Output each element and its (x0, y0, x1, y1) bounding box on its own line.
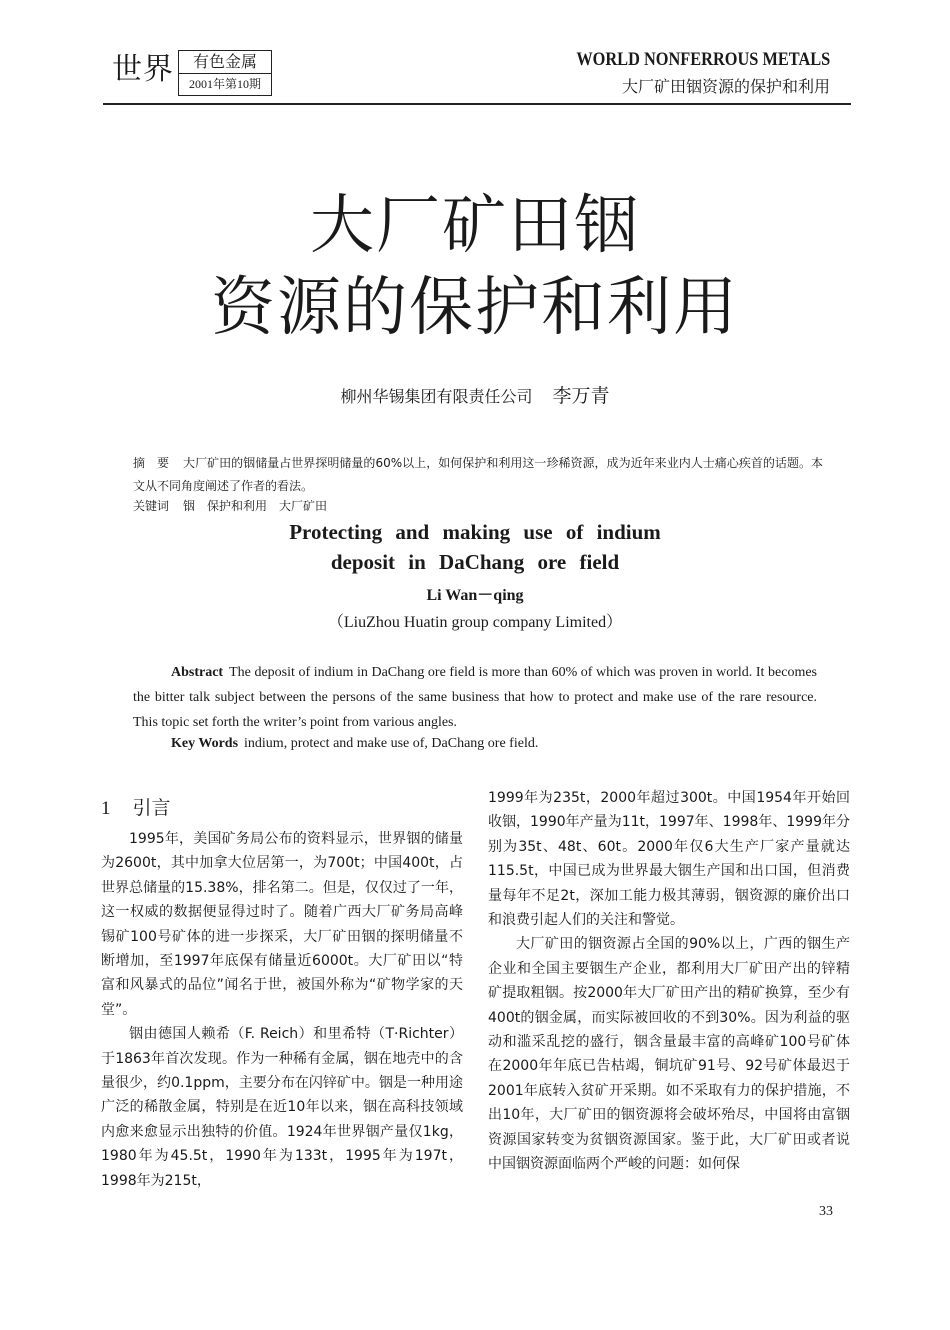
journal-issue: 2001年第10期 (188, 77, 261, 91)
abstract-en-label: Abstract (171, 665, 224, 680)
english-author: Li Wan－qing (426, 587, 524, 604)
abstract-cn-label: 摘 要 (133, 456, 170, 470)
paragraph: 大厂矿田的铟资源占全国的90%以上，广西的铟生产企业和全国主要铟生产企业，都利用大厂矿田产出的锌精矿提取粗铟。按2000年大厂矿田产出的精矿换算，至少有400t的铟金属，而实际被回收的不到30%。因为利益的驱动和滥采乱挖的盛行，铟含量最丰富的高峰矿100号矿体在2000年年底已告枯竭，铜坑矿91号、92号矿体最迟于2001年底转入贫矿开采期。如不采取有力的保护措施，不出10年，大厂矿田的铟资源将会破坏殆尽，中国将由富铟资源国家转变为贫铟资源国家。鉴于此，大厂矿田或者说中国铟资源面临两个严峻的问题：如何保 (488, 936, 850, 1173)
paragraph: 1995年，美国矿务局公布的资料显示，世界铟的储量为2600t，其中加拿大位居第一，为700t；中国400t，占世界总储量的15.38%，排名第二。但是，仅仅过了一年，这一权威的数据便显得过时了。随着广西大厂矿务局高峰锡矿100号矿体的进一步探采，大厂矿田铟的探明储量不断增加，至1997年底保有储量近6000t。大厂矿田以“特富和风暴式的品位”闻名于世，被国外称为“矿物学家的天堂”。 (101, 831, 463, 1018)
body-column-left (101, 827, 463, 1193)
keywords-en (171, 733, 538, 755)
article-title-line2: 资源的保护和利用 (211, 271, 739, 345)
section-number: 1 (101, 798, 111, 819)
keywords-en-text: indium, protect and make use of, DaChang ore field. (244, 736, 539, 751)
header-rule (103, 103, 851, 105)
page-number: 33 (819, 1204, 833, 1219)
abstract-cn (133, 452, 823, 498)
body-column-right (488, 786, 850, 1177)
journal-issue-box (178, 50, 272, 96)
english-title-line1: Protecting and making use of indium (289, 520, 661, 544)
abstract-en-text: The deposit of indium in DaChang ore field is more than 60% of which was proven in world. It becomes the bitter talk subject between the persons of the same business that how to protect and make use of the rare resource. This topic set forth the writer’s point from various angles. (133, 665, 817, 730)
keywords-cn-label: 关键词 (133, 499, 170, 513)
journal-subtitle: 有色金属 (179, 51, 271, 74)
keywords-cn (133, 496, 327, 516)
journal-name-en: WORLD NONFERROUS METALS (576, 49, 830, 70)
article-title-line1: 大厂矿田铟 (310, 189, 640, 263)
section-title: 引言 (132, 797, 171, 819)
author-line (0, 381, 950, 408)
abstract-cn-text: 大厂矿田的铟储量占世界探明储量的60%以上，如何保护和利用这一珍稀资源，成为近年来业内人士痛心疾首的话题。本文从不同角度阐述了作者的看法。 (133, 456, 823, 493)
running-title: 大厂矿田铟资源的保护和利用 (621, 77, 830, 96)
journal-name-cn: 世界 (112, 52, 174, 87)
english-title-line2: deposit in DaChang ore field (330, 550, 620, 574)
keywords-en-label: Key Words (171, 736, 239, 751)
author-affiliation: 柳州华锡集团有限责任公司 (340, 387, 533, 406)
section-heading (101, 794, 171, 823)
paragraph: 1999年为235t，2000年超过300t。中国1954年开始回收铟，1990年产量为11t，1997年、1998年、1999年分别为35t、48t、60t。2000年仅6大生产厂家产量就达115.5t，中国已成为世界最大铟生产国和出口国，但消费量每年不足2t，深加工能力极其薄弱，铟资源的廉价出口和浪费引起人们的关注和警觉。 (488, 790, 850, 929)
abstract-en (133, 660, 817, 735)
english-affiliation: （LiuZhou Huatin group company Limited） (327, 614, 623, 631)
paragraph: 铟由德国人赖希（F. Reich）和里希特（T·Richter）于1863年首次发现。作为一种稀有金属，铟在地壳中的含量很少，约0.1ppm，主要分布在闪锌矿中。铟是一种用途广泛的稀散金属，特别是在近10年以来，铟在高科技领域内愈来愈显示出独特的价值。1924年世界铟产量仅1kg，1980年为45.5t，1990年为133t，1995年为197t，1998年为215t， (101, 1026, 463, 1189)
keywords-cn-text: 铟 保护和利用 大厂矿田 (183, 499, 328, 513)
author-name: 李万青 (552, 385, 610, 407)
